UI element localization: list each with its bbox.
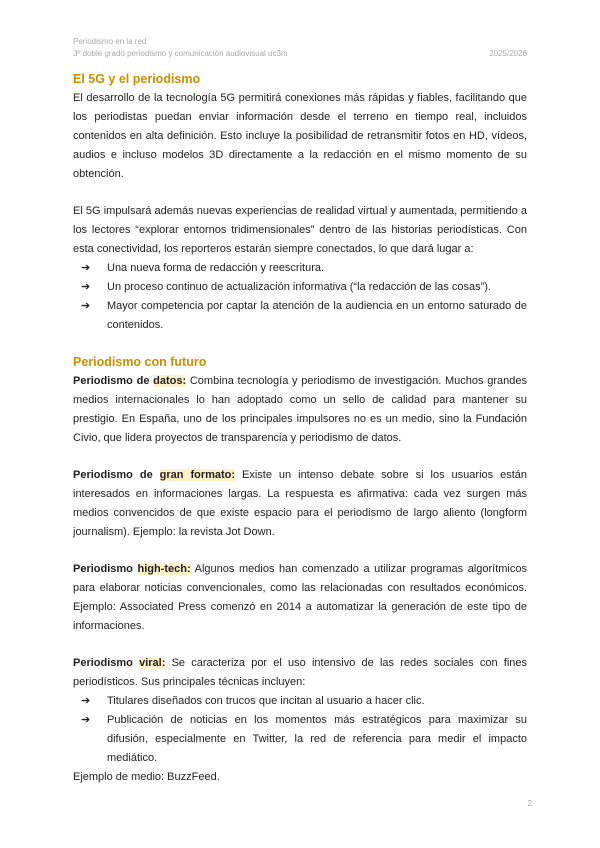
paragraph-viral-example: Ejemplo de medio: BuzzFeed. <box>73 771 220 783</box>
header-course: Periodismo en la red <box>73 37 147 46</box>
term-highlight: gran formato: <box>159 469 236 481</box>
term-label: Periodismo de <box>73 375 154 387</box>
list-item: ➔ Titulares diseñados con trucos que incitan al usuario a hacer clic. <box>81 692 527 711</box>
paragraph-viral: Periodismo viral: Se caracteriza por el uso intensivo de las redes sociales con fines periodísticos. Sus principales técnicas incluyen: <box>73 657 527 688</box>
term-highlight: datos: <box>153 375 187 387</box>
list-item: ➔ Mayor competencia por captar la atención de la audiencia en un entorno saturado de contenidos. <box>81 297 527 335</box>
header-degree: 3º doble grado periodismo y comunicación audiovisual uc3m <box>73 49 288 58</box>
arrow-bullet-icon: ➔ <box>81 300 91 312</box>
page-number: 2 <box>527 799 532 808</box>
term-label: Periodismo <box>73 563 138 575</box>
page-header <box>73 36 527 60</box>
arrow-bullet-icon: ➔ <box>81 695 91 707</box>
arrow-bullet-icon: ➔ <box>81 714 91 726</box>
arrow-bullet-icon: ➔ <box>81 262 91 274</box>
term-label: Periodismo <box>73 657 140 669</box>
list-item: ➔ Una nueva forma de redacción y reescritura. <box>81 259 527 278</box>
term-label: Periodismo de <box>73 469 160 481</box>
arrow-bullet-icon: ➔ <box>81 281 91 293</box>
paragraph-gran-formato: Periodismo de gran formato: Existe un intenso debate sobre si los usuarios están interesados en informaciones largas. La respuesta es afirmativa: cada vez surgen más medios convencidos de que existe espacio para el periodismo de largo aliento (longform journalism). Ejemplo: la revista Jot Down. <box>73 469 527 538</box>
list-item: ➔ Un proceso continuo de actualización informativa (“la redacción de las cosas”). <box>81 278 527 297</box>
header-year: 2025/2026 <box>489 49 527 58</box>
paragraph-5g-1: El desarrollo de la tecnología 5G permitirá conexiones más rápidas y fiables, facilitando que los periodistas puedan enviar información desde el terreno en tiempo real, incluidos contenidos en alta definición. Esto incluye la posibilidad de retransmitir fotos en HD, vídeos, audios e incluso modelos 3D directamente a la redacción en el mismo momento de su obtención. <box>73 92 527 180</box>
term-highlight: viral: <box>139 657 166 669</box>
page-content <box>73 70 527 787</box>
paragraph-datos: Periodismo de datos: Combina tecnología y periodismo de investigación. Muchos grandes medios internacionales lo han adoptado como un sello de calidad para mantener su prestigio. En España, uno de los principales impulsores no es un medio, sino la Fundación Civio, que lidera proyectos de transparencia y periodismo de datos. <box>73 375 527 444</box>
term-highlight: high-tech: <box>137 563 191 575</box>
section-title-futuro: Periodismo con futuro <box>73 355 207 369</box>
paragraph-5g-2: El 5G impulsará además nuevas experiencias de realidad virtual y aumentada, permitiendo a los lectores “explorar entornos tridimensionales” dentro de las historias periodísticas. Con esta conectividad, los reporteros estarán siempre conectados, lo que dará lugar a: <box>73 205 527 255</box>
bullet-list-viral <box>73 692 527 768</box>
bullet-list-5g <box>73 259 527 335</box>
paragraph-hightech: Periodismo high-tech: Algunos medios han comenzado a utilizar programas algorítmicos para elaborar noticias convencionales, como las relacionadas con resultados económicos. Ejemplo: Associated Press comenzó en 2014 a automatizar la generación de este tipo de informaciones. <box>73 563 527 632</box>
section-title-5g: El 5G y el periodismo <box>73 72 201 86</box>
list-item: ➔ Publicación de noticias en los momentos más estratégicos para maximizar su difusión, especialmente en Twitter, la red de referencia para medir el impacto mediático. <box>81 711 527 768</box>
